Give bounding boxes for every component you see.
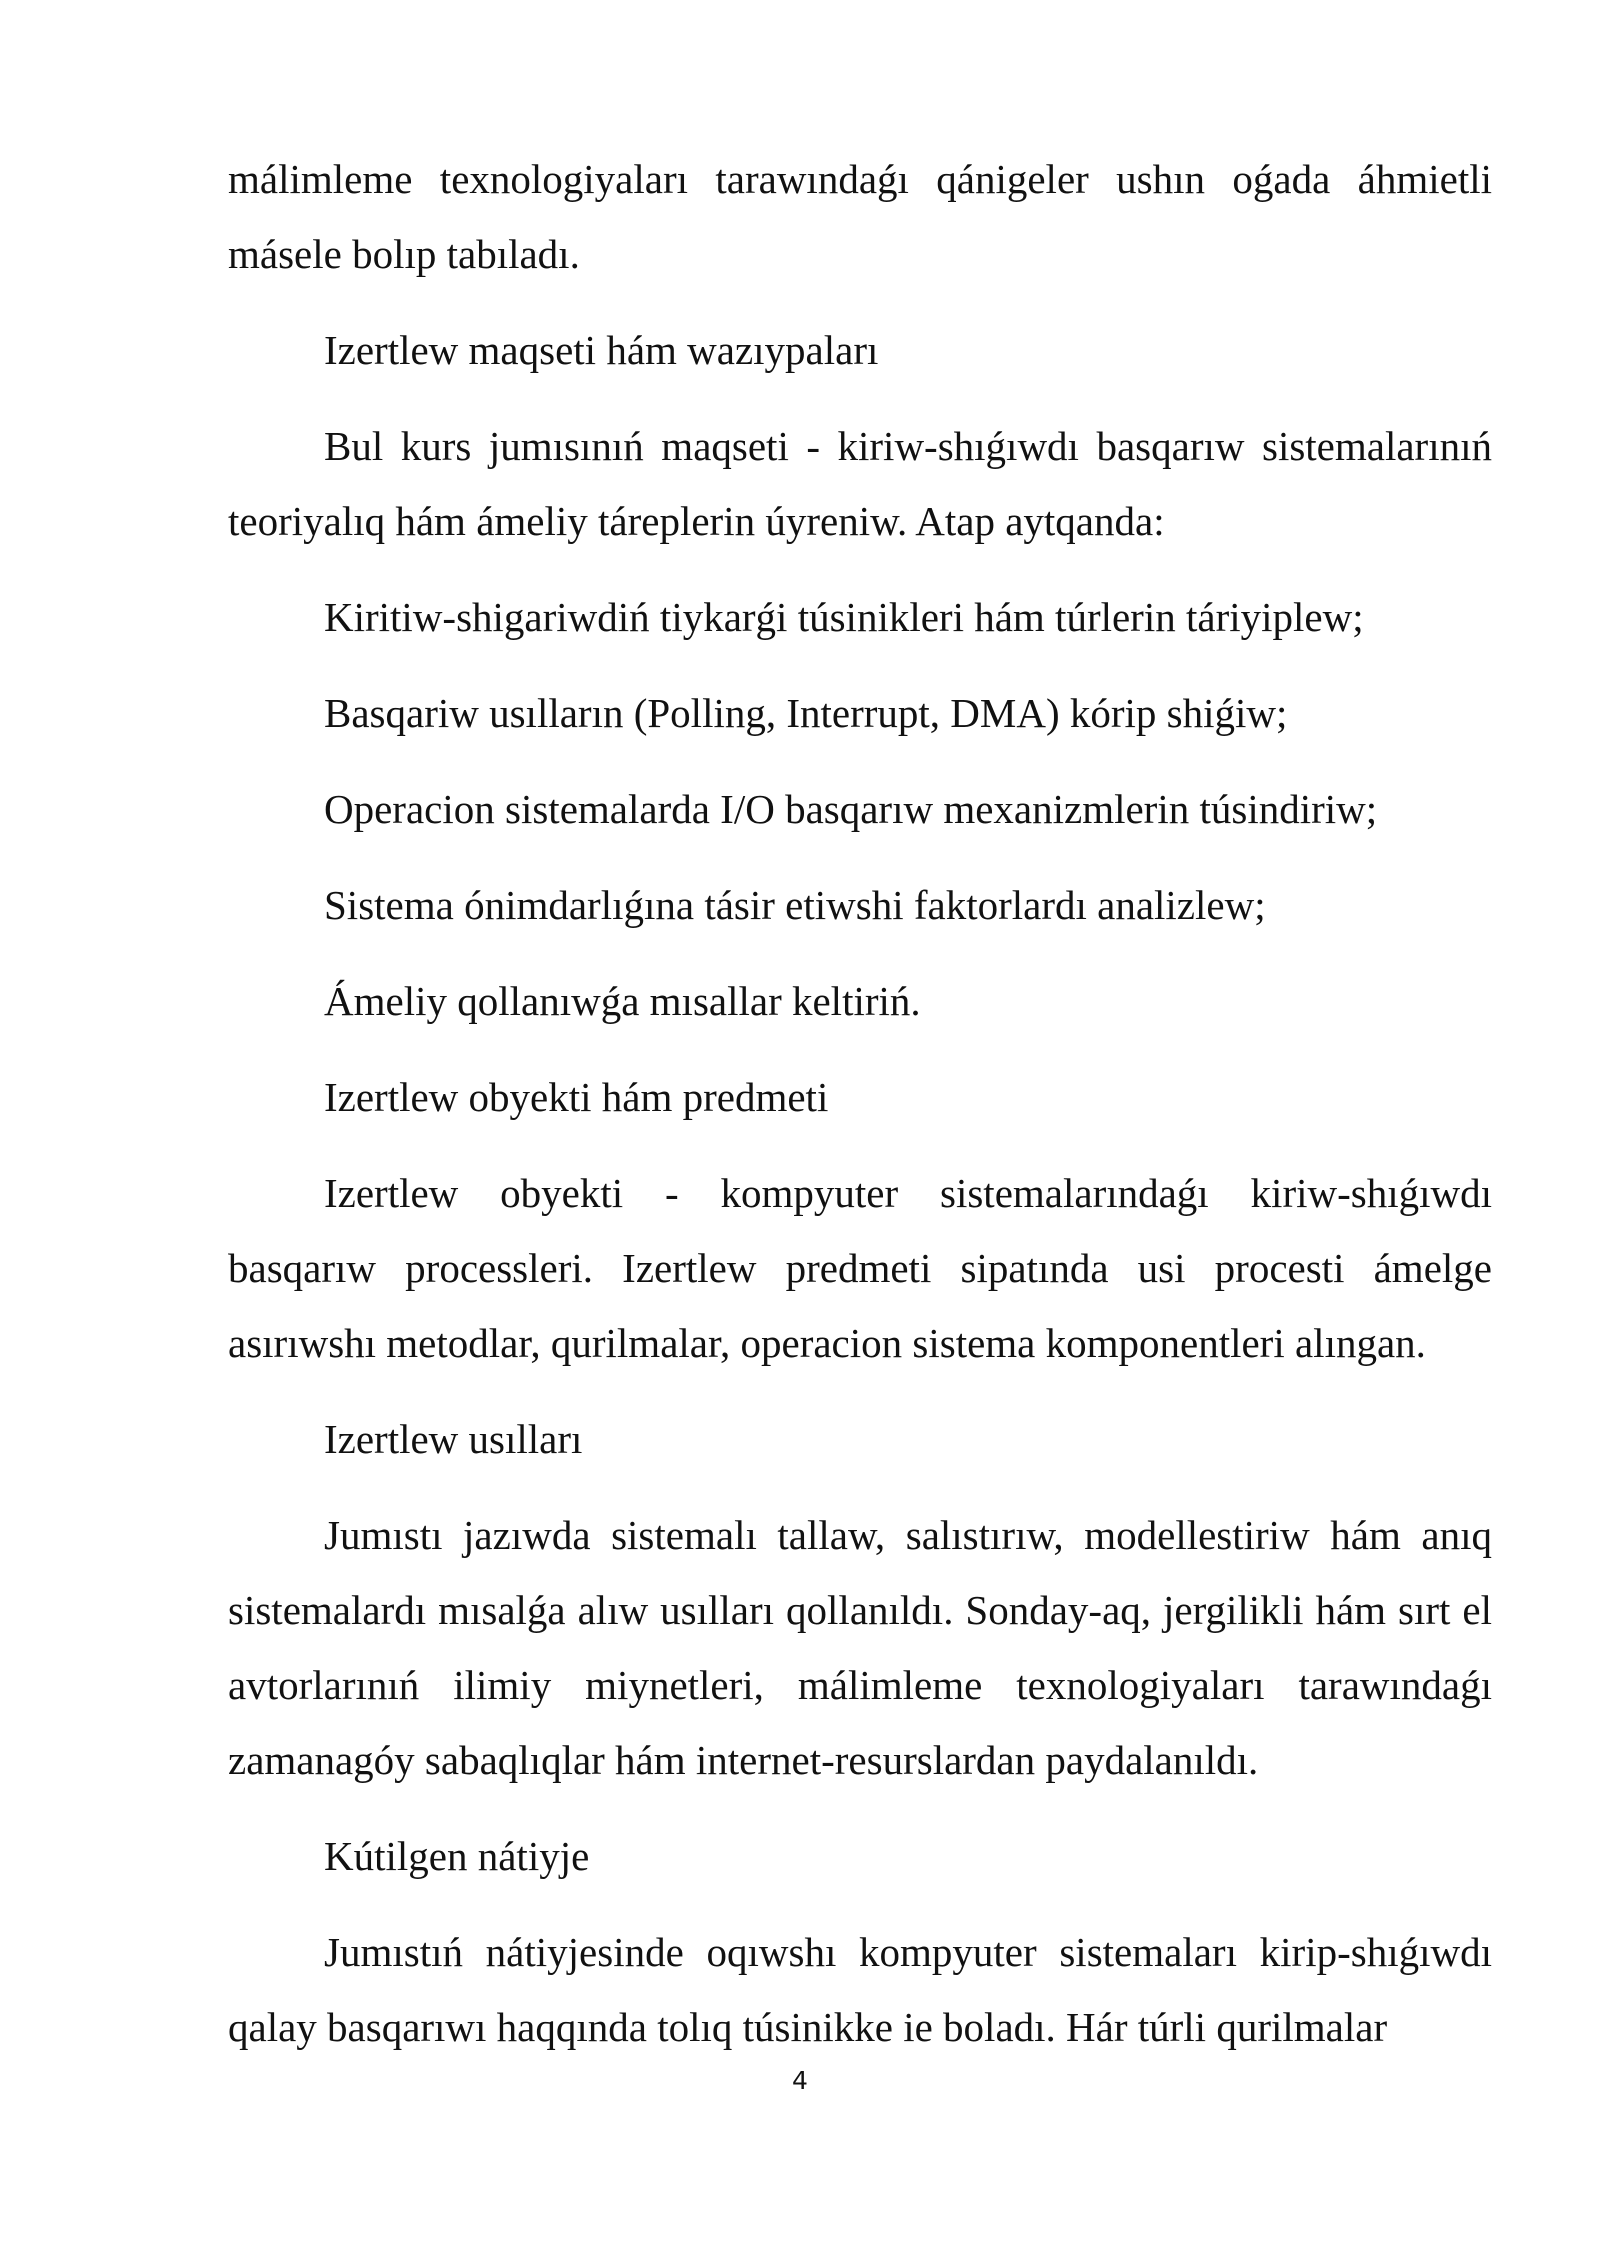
page-body: [228, 142, 1492, 2065]
section-heading-expected-result: Kútilgen nátiyje: [324, 1833, 590, 1879]
list-item-task-5: Ámeliy qollanıwǵa mısallar keltiriń.: [324, 978, 921, 1024]
section-heading-object: Izertlew obyekti hám predmeti: [324, 1074, 829, 1120]
paragraph-goal: Bul kurs jumısınıń maqseti - kiriw-shıǵıwdı basqarıw sistemalarınıń teoriyalıq hám ámeliy táreplerin úyreniw. Atap aytqanda:: [228, 423, 1492, 544]
list-item-task-4: Sistema ónimdarlıǵına tásir etiwshi faktorlardı analizlew;: [324, 882, 1266, 928]
paragraph-continuation: málimleme texnologiyaları tarawındaǵı qánigeler ushın oǵada áhmietli másele bolıp tabıladı.: [228, 156, 1492, 277]
section-heading-goals: Izertlew maqseti hám wazıypaları: [324, 327, 879, 373]
list-item-task-3: Operacion sistemalarda I/O basqarıw mexanizmlerin túsindiriw;: [324, 786, 1378, 832]
section-heading-methods: Izertlew usılları: [324, 1416, 583, 1462]
list-item-task-2: Basqariw usılların (Polling, Interrupt, DMA) kórip shiǵiw;: [324, 690, 1288, 736]
paragraph-expected-result: Jumıstıń nátiyjesinde oqıwshı kompyuter sistemaları kirip-shıǵıwdı qalay basqarıwı haqqında tolıq túsinikke ie boladı. Hár túrli qurilmalar: [228, 1929, 1492, 2050]
page-number: 4: [792, 2066, 808, 2095]
paragraph-methods: Jumıstı jazıwda sistemalı tallaw, salıstırıw, modellestiriw hám anıq sistemalardı mısalǵa alıw usılları qollanıldı. Sonday-aq, jergilikli hám sırt el avtorlarınıń ilimiy miynetleri, málimleme texnologiyaları tarawındaǵı zamanagóy sabaqlıqlar hám internet-resurslardan paydalanıldı.: [228, 1512, 1492, 1783]
list-item-task-1: Kiritiw-shigariwdiń tiykarǵi túsinikleri hám túrlerin táriyiplew;: [324, 594, 1364, 640]
paragraph-object: Izertlew obyekti - kompyuter sistemalarındaǵı kiriw-shıǵıwdı basqarıw processleri. Izertlew predmeti sipatında usi procesti ámelge asırıwshı metodlar, qurilmalar, operacion sistema komponentleri alıngan.: [228, 1170, 1492, 1366]
